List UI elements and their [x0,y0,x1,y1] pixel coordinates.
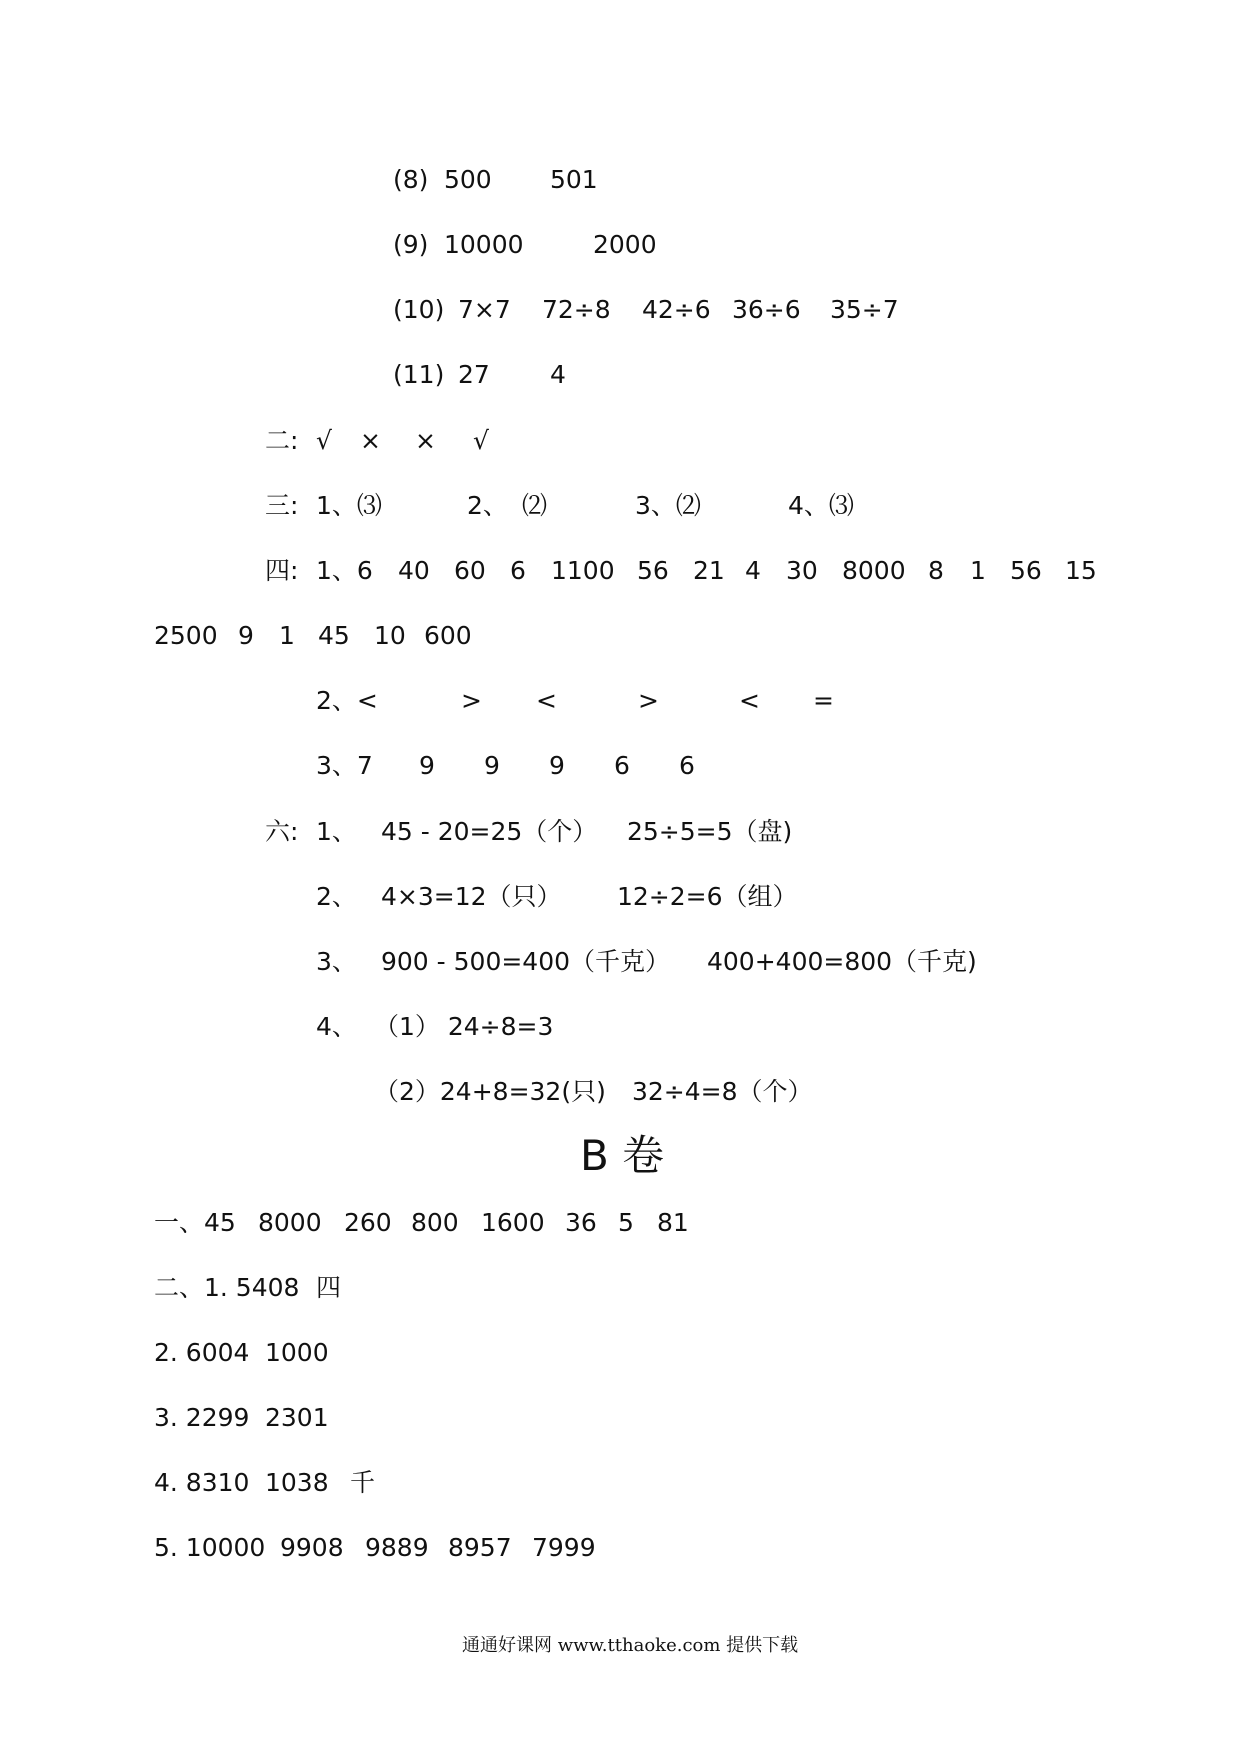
answer-value: > [461,686,482,715]
answer-value: 15 [1065,556,1097,585]
answer-value: 27 [458,360,490,389]
answer-value: 600 [424,621,472,650]
answer-value: 4 [745,556,761,585]
item-label: (10) [393,295,445,324]
answer-value: = [813,686,834,715]
answer-value: 2. 6004 [154,1338,250,1367]
answer-equation: 45 - 20=25（个） [381,817,598,846]
answer-value: 36÷6 [732,295,801,324]
answer-equation: （2）24+8=32(只) [374,1077,606,1106]
answer-value: 30 [786,556,818,585]
answer-value: 40 [398,556,430,585]
answer-value: 5. 10000 [154,1533,266,1562]
cross-mark: × [415,426,436,455]
answer-value: 56 [637,556,669,585]
answer-value: 42÷6 [642,295,711,324]
answer-value: 260 [344,1208,392,1237]
answer-value: < [536,686,557,715]
answer-equation: （1） 24÷8=3 [374,1012,554,1041]
answer-value: 1038 [265,1468,329,1497]
answer-value: 10 [374,621,406,650]
answer-value: 5 [618,1208,634,1237]
section-label: 六: [265,817,299,846]
section-label: 三: [265,491,299,520]
answer-value: 6 [679,751,695,780]
answer-value: 2、< [316,686,378,715]
answer-value: 2000 [593,230,657,259]
answer-value: 2、 [467,491,508,520]
answer-equation: 400+400=800（千克) [707,947,977,976]
answer-value: 8000 [258,1208,322,1237]
b-volume-title: B 卷 [580,1131,665,1180]
check-mark: √ [473,426,489,455]
item-label: (9) [393,230,429,259]
answer-value: 9 [419,751,435,780]
answer-value: 1、⑶ [316,491,382,520]
answer-value: 3、⑵ [635,491,701,520]
answer-value: < [739,686,760,715]
answer-value: 6 [614,751,630,780]
answer-value: 36 [565,1208,597,1237]
answer-value: 2301 [265,1403,329,1432]
section-label: 四: [265,556,299,585]
item-label: 1、 [316,817,357,846]
answer-value: 1000 [265,1338,329,1367]
answer-value: 1 [970,556,986,585]
item-label: 4、 [316,1012,357,1041]
answer-value: 一、45 [154,1208,236,1237]
answer-value: 501 [550,165,598,194]
answer-value: 4. 8310 [154,1468,250,1497]
answer-value: 800 [411,1208,459,1237]
answer-value: 9908 [280,1533,344,1562]
answer-equation: 32÷4=8（个） [632,1077,813,1106]
answer-value: ⑵ [522,491,548,520]
footer-credit: 通通好课网 www.tthaoke.com 提供下载 [462,1635,799,1656]
answer-value: 1 [279,621,295,650]
answer-value: 10000 [444,230,524,259]
answer-value: 四 [316,1273,342,1302]
answer-value: 1、6 [316,556,373,585]
answer-value: > [638,686,659,715]
answer-value: 1600 [481,1208,545,1237]
answer-value: 9 [549,751,565,780]
answer-value: 500 [444,165,492,194]
answer-value: 8000 [842,556,906,585]
answer-value: 4、⑶ [788,491,854,520]
answer-value: 8957 [448,1533,512,1562]
answer-value: 9 [484,751,500,780]
answer-equation: 900 - 500=400（千克） [381,947,671,976]
answer-value: 2500 [154,621,218,650]
answer-value: 7×7 [458,295,511,324]
item-label: (11) [393,360,445,389]
answer-value: 7999 [532,1533,596,1562]
answer-value: 35÷7 [830,295,899,324]
answer-value: 8 [928,556,944,585]
item-label: 2、 [316,882,357,911]
answer-value: 1100 [551,556,615,585]
answer-equation: 25÷5=5（盘) [627,817,793,846]
answer-value: 3、7 [316,751,373,780]
answer-value: 45 [318,621,350,650]
answer-value: 二、1. 5408 [154,1273,300,1302]
answer-value: 9889 [365,1533,429,1562]
answer-value: 6 [510,556,526,585]
check-mark: √ [316,426,332,455]
answer-equation: 4×3=12（只） [381,882,562,911]
answer-value: 3. 2299 [154,1403,250,1432]
answer-value: 千 [350,1468,376,1497]
answer-value: 81 [657,1208,689,1237]
answer-value: 21 [693,556,725,585]
answer-value: 60 [454,556,486,585]
item-label: (8) [393,165,429,194]
answer-value: 9 [238,621,254,650]
cross-mark: × [360,426,381,455]
answer-value: 4 [550,360,566,389]
section-label: 二: [265,426,299,455]
answer-equation: 12÷2=6（组） [617,882,798,911]
answer-value: 56 [1010,556,1042,585]
item-label: 3、 [316,947,357,976]
answer-value: 72÷8 [542,295,611,324]
